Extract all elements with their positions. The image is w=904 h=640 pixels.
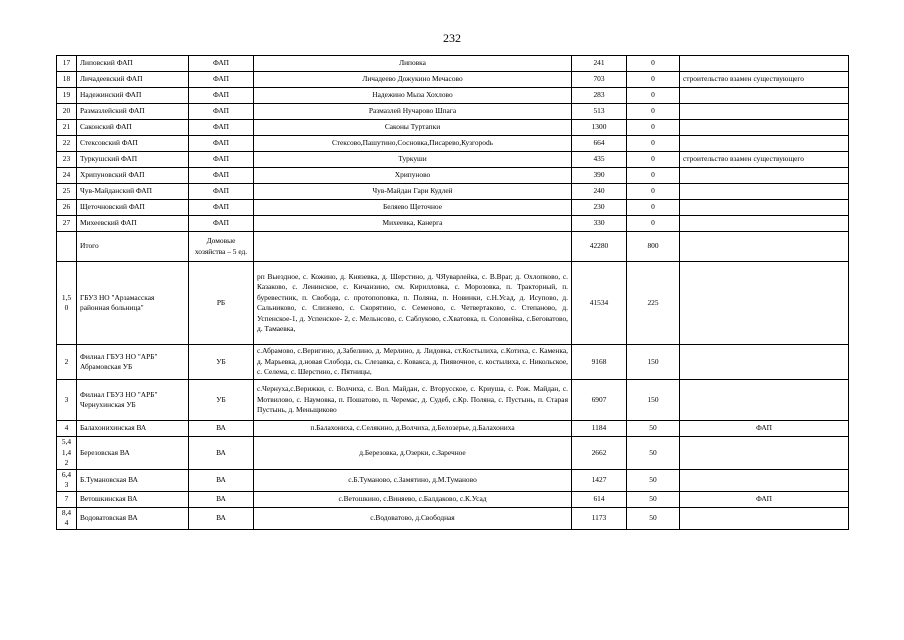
cell-cap: 150 [627, 380, 680, 421]
cell-type: ВА [189, 507, 254, 529]
table-row [57, 184, 849, 200]
cell-cap: 0 [627, 56, 680, 72]
cell-pop: 241 [572, 56, 627, 72]
cell-name: Балахонихинская ВА [77, 421, 189, 437]
cell-type: ВА [189, 469, 254, 491]
cell-cap: 800 [627, 232, 680, 262]
cell-note [680, 184, 849, 200]
cell-name: Филиал ГБУЗ НО "АРБ" Чернухинская УБ [77, 380, 189, 421]
cell-type: ВА [189, 421, 254, 437]
cell-type: ФАП [189, 72, 254, 88]
cell-cap: 0 [627, 120, 680, 136]
cell-num: 8,4 4 [57, 507, 77, 529]
cell-type: ФАП [189, 168, 254, 184]
cell-num: 25 [57, 184, 77, 200]
cell-name: Туркушский ФАП [77, 152, 189, 168]
cell-cap: 0 [627, 216, 680, 232]
cell-settlements: Хрипуново [254, 168, 572, 184]
cell-settlements: Надежино Мыза Хохлово [254, 88, 572, 104]
cell-pop: 703 [572, 72, 627, 88]
cell-note [680, 56, 849, 72]
cell-pop: 1184 [572, 421, 627, 437]
cell-type: ФАП [189, 200, 254, 216]
table-row [57, 72, 849, 88]
cell-settlements: Стексово,Пашутино,Сосновка,Писарево,Кузгорodь [254, 136, 572, 152]
table-row [57, 152, 849, 168]
cell-num: 2 [57, 345, 77, 380]
cell-type: ФАП [189, 136, 254, 152]
cell-settlements: д.Березовка, д.Озерки, с.Заречное [254, 437, 572, 470]
cell-note: строительство взамен существующего [680, 72, 849, 88]
cell-num: 4 [57, 421, 77, 437]
cell-num: 24 [57, 168, 77, 184]
cell-num: 27 [57, 216, 77, 232]
table-row [57, 56, 849, 72]
cell-note [680, 345, 849, 380]
cell-num: 7 [57, 491, 77, 507]
table-row [57, 232, 849, 262]
cell-pop: 435 [572, 152, 627, 168]
cell-cap: 0 [627, 200, 680, 216]
cell-pop: 230 [572, 200, 627, 216]
cell-type: ФАП [189, 56, 254, 72]
cell-note [680, 507, 849, 529]
cell-note: ФАП [680, 491, 849, 507]
cell-pop: 9168 [572, 345, 627, 380]
cell-pop: 42280 [572, 232, 627, 262]
cell-note [680, 136, 849, 152]
cell-settlements: Чув-Майдан Гари Кудлей [254, 184, 572, 200]
table-row [57, 216, 849, 232]
cell-note [680, 200, 849, 216]
cell-note [680, 168, 849, 184]
cell-num: 19 [57, 88, 77, 104]
table-row [57, 168, 849, 184]
cell-cap: 50 [627, 491, 680, 507]
cell-settlements: рп Выездное, с. Кожино, д. Князевка, д. Шерстино, д. ЧЯуварлейка, с. В.Враг, д. Охлопково, с. Казаково, с. Ленинское, с. Кичанзино, см. Кирилловка, с. Морозовка, п. Тракторный, п. буревестник, п. Свобода, с. протопоповка, п. Поляна, п. Новинки, с.Н.Усад, д. Исупово, д. Сальниково, с. Слизнево, с. Скорятино, с. Семеново, с. Четвертаково, с. Степаново, д. Успенское-1, д. Успенское- 2, с. Мельнсово, с. Саблуково, с.Хватовка, п. Соловейка, с.Беговатово, д. Тамаевка, [254, 262, 572, 345]
cell-num: 26 [57, 200, 77, 216]
cell-cap: 0 [627, 136, 680, 152]
cell-cap: 150 [627, 345, 680, 380]
cell-name: Чув-Майданский ФАП [77, 184, 189, 200]
cell-name: Ветошкинская ВА [77, 491, 189, 507]
cell-num: 5,4 1,4 2 [57, 437, 77, 470]
cell-pop: 1173 [572, 507, 627, 529]
cell-name: Личадеевский ФАП [77, 72, 189, 88]
cell-pop: 2662 [572, 437, 627, 470]
cell-note: ФАП [680, 421, 849, 437]
cell-settlements: с.Ветошкино, с.Виняево, с.Балдаково, с.К.Усад [254, 491, 572, 507]
cell-pop: 1300 [572, 120, 627, 136]
cell-settlements: п.Балахониха, с.Селякино, д.Волчиха, д.Белозерье, д.Балахониха [254, 421, 572, 437]
cell-note [680, 380, 849, 421]
table-row [57, 469, 849, 491]
cell-num: 17 [57, 56, 77, 72]
cell-name: Хрипуновский ФАП [77, 168, 189, 184]
cell-type: РБ [189, 262, 254, 345]
cell-name: Щеточновский ФАП [77, 200, 189, 216]
cell-type: ФАП [189, 152, 254, 168]
cell-cap: 0 [627, 152, 680, 168]
cell-pop: 513 [572, 104, 627, 120]
cell-type: ВА [189, 491, 254, 507]
cell-note [680, 88, 849, 104]
cell-name: Липовский ФАП [77, 56, 189, 72]
cell-name: Михеевский ФАП [77, 216, 189, 232]
table-row [57, 200, 849, 216]
cell-cap: 225 [627, 262, 680, 345]
cell-type: ФАП [189, 104, 254, 120]
cell-note [680, 104, 849, 120]
cell-pop: 240 [572, 184, 627, 200]
healthcare-facilities-table [56, 55, 849, 530]
cell-type: ФАП [189, 88, 254, 104]
cell-pop: 283 [572, 88, 627, 104]
table-row [57, 421, 849, 437]
cell-name: Березовская ВА [77, 437, 189, 470]
cell-settlements: Беляево Щеточное [254, 200, 572, 216]
table-row [57, 437, 849, 470]
cell-cap: 0 [627, 88, 680, 104]
cell-type: ФАП [189, 120, 254, 136]
cell-note [680, 262, 849, 345]
cell-name: Надежинский ФАП [77, 88, 189, 104]
cell-name: ГБУЗ НО "Арзамасская районная больница" [77, 262, 189, 345]
cell-name: Филиал ГБУЗ НО "АРБ" Абрамовская УБ [77, 345, 189, 380]
cell-note: строительство взамен существующего [680, 152, 849, 168]
table-row [57, 345, 849, 380]
cell-cap: 0 [627, 168, 680, 184]
cell-cap: 50 [627, 437, 680, 470]
cell-settlements: Саконы Туртапки [254, 120, 572, 136]
cell-settlements: с.Б.Туманово, с.Замятино, д.М.Туманово [254, 469, 572, 491]
cell-num: 23 [57, 152, 77, 168]
cell-settlements: Туркуши [254, 152, 572, 168]
cell-cap: 50 [627, 507, 680, 529]
cell-note [680, 232, 849, 262]
cell-name: Стексовский ФАП [77, 136, 189, 152]
cell-pop: 330 [572, 216, 627, 232]
cell-type: УБ [189, 345, 254, 380]
page-number: 232 [443, 31, 461, 45]
table-row [57, 380, 849, 421]
cell-pop: 614 [572, 491, 627, 507]
cell-pop: 390 [572, 168, 627, 184]
cell-name: Саконский ФАП [77, 120, 189, 136]
cell-settlements [254, 232, 572, 262]
cell-note [680, 216, 849, 232]
cell-pop: 1427 [572, 469, 627, 491]
cell-num: 1,5 0 [57, 262, 77, 345]
table-row [57, 120, 849, 136]
cell-settlements: Личадеево Дожукино Мечасово [254, 72, 572, 88]
cell-cap: 50 [627, 469, 680, 491]
table-row [57, 88, 849, 104]
cell-pop: 664 [572, 136, 627, 152]
cell-name: Размазлейский ФАП [77, 104, 189, 120]
table-row [57, 262, 849, 345]
cell-num: 20 [57, 104, 77, 120]
cell-cap: 0 [627, 184, 680, 200]
cell-cap: 0 [627, 104, 680, 120]
cell-num: 6,4 3 [57, 469, 77, 491]
cell-cap: 50 [627, 421, 680, 437]
cell-settlements: с.Водоватово, д.Свободная [254, 507, 572, 529]
cell-settlements: с.Абрамово, с.Веригино, д.Забелино, д. Мерлино, д. Лидовка, ст.Костылиха, с.Котиха, с. Каменка, д. Марьевка, д.новая Слобода, сь. Слезавка, с. Ковакса, д. Пиявочное, с. костылиха, с. Никольское, с. Селема, с. Шерстино, с. Пятницы, [254, 345, 572, 380]
cell-note [680, 120, 849, 136]
table-row [57, 136, 849, 152]
cell-type: ФАП [189, 184, 254, 200]
cell-pop: 41534 [572, 262, 627, 345]
cell-num: 21 [57, 120, 77, 136]
cell-name: Водоватовская ВА [77, 507, 189, 529]
table-row [57, 507, 849, 529]
cell-num: 3 [57, 380, 77, 421]
cell-settlements: с.Чернуха,с.Верижки, с. Волчиха, с. Вол. Майдан, с. Вторусское, с. Криуша, с. Рож. Майдан, с. Мотвилово, с. Наумовка, п. Пошатово, п. Черемас, д. Судеб, с.Кр. Поляна, с. Пустынь, п. Старая Пустынь, д. Меньщиково [254, 380, 572, 421]
cell-settlements: Размазлей Нучарово Шпага [254, 104, 572, 120]
cell-type: ФАП [189, 216, 254, 232]
cell-type: Домовые хозяйства – 5 ед. [189, 232, 254, 262]
cell-num: 18 [57, 72, 77, 88]
cell-type: УБ [189, 380, 254, 421]
cell-note [680, 469, 849, 491]
cell-name: Итого [77, 232, 189, 262]
cell-name: Б.Тумановская ВА [77, 469, 189, 491]
cell-num: 22 [57, 136, 77, 152]
cell-settlements: Липовка [254, 56, 572, 72]
cell-type: ВА [189, 437, 254, 470]
table-row [57, 491, 849, 507]
cell-num [57, 232, 77, 262]
cell-pop: 6907 [572, 380, 627, 421]
cell-cap: 0 [627, 72, 680, 88]
table-row [57, 104, 849, 120]
cell-note [680, 437, 849, 470]
cell-settlements: Михеевка, Канерга [254, 216, 572, 232]
